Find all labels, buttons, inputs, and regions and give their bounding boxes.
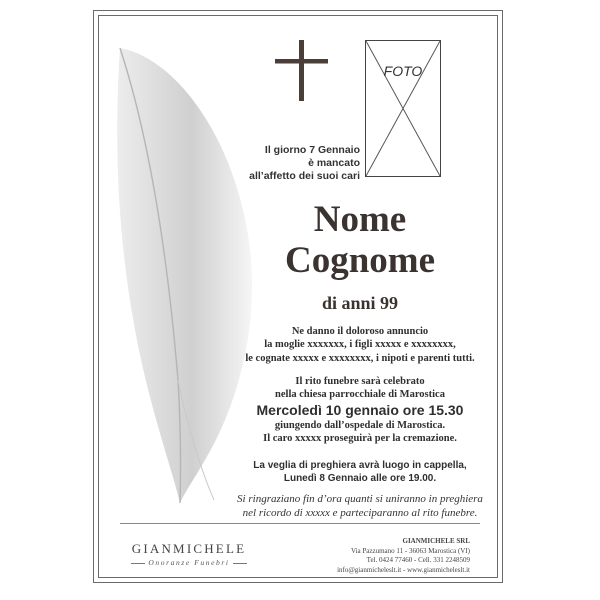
vigil-line: La veglia di preghiera avrà luogo in cappella,	[253, 460, 467, 471]
funeral-intro-line: Il rito funebre sarà celebrato	[295, 376, 425, 387]
footer-divider	[120, 523, 480, 524]
notice-line: all’affetto dei suoi cari	[249, 170, 360, 182]
brand-subtitle-row	[120, 558, 258, 567]
photo-placeholder	[365, 40, 441, 177]
age: di anni 99	[321, 293, 399, 313]
last-name: Cognome	[284, 240, 436, 281]
brand-name: GIANMICHELE	[131, 541, 247, 556]
photo-label: FOTO	[383, 63, 423, 79]
vigil-info	[215, 459, 505, 485]
funeral-info	[215, 375, 505, 446]
company-name: GIANMICHELE SRL	[402, 537, 470, 545]
funeral-after-line: giungendo dall’ospedale di Marostica.	[274, 419, 446, 431]
notice-line: è mancato	[308, 157, 360, 169]
announcement-line: Ne danno il doloroso annuncio	[291, 326, 429, 337]
divider-line	[131, 563, 145, 564]
vigil-line: Lunedì 8 Gennaio alle ore 19.00.	[283, 473, 437, 484]
funeral-intro-line: nella chiesa parrocchiale di Marostica	[275, 389, 445, 401]
thanks-line: nel ricordo di xxxxx e parteciparanno al rito funebre.	[242, 507, 478, 519]
phones: Tel. 0424 77460 - Cell. 331 2248509	[366, 556, 470, 565]
cross-icon	[272, 40, 332, 102]
photo-cross-lines	[366, 41, 440, 176]
web-contact: info@gianmicheleslt.it - www.gianmicheleslt.it	[337, 565, 470, 574]
brand-subtitle: Onoranze Funebri	[148, 558, 230, 567]
announcement-line: le cognate xxxxx e xxxxxxxx, i nipoti e parenti tutti.	[245, 352, 475, 364]
thanks-line: Si ringraziano fin d’ora quanti si uniranno in preghiera	[237, 493, 483, 505]
announcement	[215, 325, 505, 365]
death-notice	[240, 144, 360, 183]
funeral-after-line: Il caro xxxxx proseguirà per la cremazione.	[263, 433, 457, 445]
thanks-note	[215, 492, 505, 520]
first-name: Nome	[313, 199, 407, 240]
address: Via Pazzumano 11 - 36063 Marostica (VI)	[350, 546, 470, 555]
funeral-datetime: Mercoledì 10 gennaio ore 15.30	[256, 401, 464, 418]
contact-info	[300, 537, 470, 575]
announcement-line: la moglie xxxxxxx, i figli xxxxx e xxxxxxxx,	[264, 339, 456, 351]
divider-line	[233, 563, 247, 564]
notice-line: Il giorno 7 Gennaio	[264, 144, 360, 156]
